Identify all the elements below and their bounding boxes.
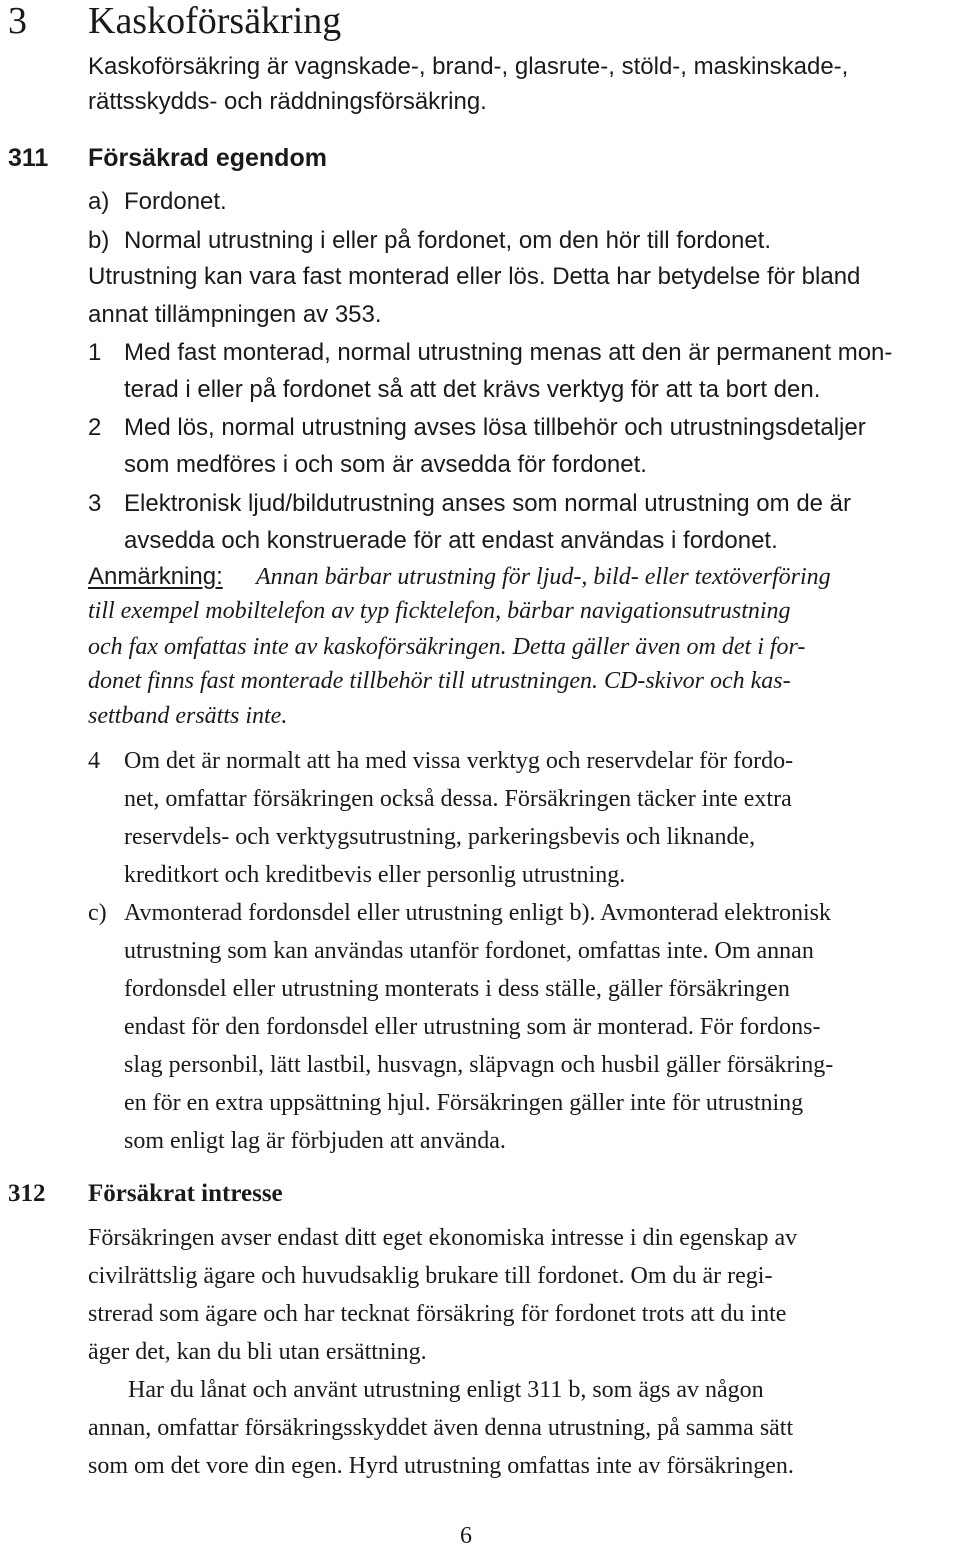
numbered-text: som medföres i och som är avsedda för fordonet. xyxy=(124,451,647,478)
note-text: settband ersätts inte. xyxy=(88,703,288,729)
list-label: a) xyxy=(88,188,110,215)
list-label: c) xyxy=(88,900,107,926)
numbered-label: 1 xyxy=(88,339,102,366)
note-text: till exempel mobiltelefon av typ ficktelefon, bärbar navigationsutrustning xyxy=(88,598,791,624)
list-item-text: slag personbil, lätt lastbil, husvagn, släpvagn och husbil gäller försäkring- xyxy=(124,1052,834,1078)
note-text: donet finns fast monterade tillbehör till utrustningen. CD-skivor och kas- xyxy=(88,668,791,694)
numbered-text: reservdels- och verktygsutrustning, parkeringsbevis och liknande, xyxy=(124,824,756,850)
paragraph-line: äger det, kan du bli utan ersättning. xyxy=(88,1339,427,1365)
section-title: Försäkrat intresse xyxy=(88,1180,283,1207)
numbered-label: 2 xyxy=(88,414,102,441)
list-item-text: en för en extra uppsättning hjul. Försäkringen gäller inte för utrustning xyxy=(124,1090,804,1116)
paragraph-line: som om det vore din egen. Hyrd utrustning omfattas inte av försäkringen. xyxy=(88,1453,794,1479)
note-label: Anmärkning: xyxy=(88,563,223,590)
paragraph-line: Har du lånat och använt utrustning enligt 311 b, som ägs av någon xyxy=(128,1377,764,1403)
list-item-text: fordonsdel eller utrustning monterats i dess ställe, gäller försäkringen xyxy=(124,976,790,1002)
list-item-text: endast för den fordonsdel eller utrustning som är monterad. För fordons- xyxy=(124,1014,821,1040)
list-item-text: Normal utrustning i eller på fordonet, om den hör till fordonet. xyxy=(124,227,772,254)
numbered-text: terad i eller på fordonet så att det krävs verktyg för att ta bort den. xyxy=(124,376,821,403)
page-number: 6 xyxy=(460,1523,472,1549)
paragraph-line: civilrättslig ägare och huvudsaklig brukare till fordonet. Om du är regi- xyxy=(88,1263,773,1289)
list-item-text: Utrustning kan vara fast monterad eller lös. Detta har betydelse för bland xyxy=(88,263,861,290)
list-item-text: som enligt lag är förbjuden att använda. xyxy=(124,1128,506,1154)
list-item-text: Fordonet. xyxy=(124,188,227,215)
section-title: Försäkrad egendom xyxy=(88,144,327,172)
section-number: 311 xyxy=(8,144,49,172)
paragraph-line: strerad som ägare och har tecknat försäkring för fordonet trots att du inte xyxy=(88,1301,787,1327)
section-number: 312 xyxy=(8,1180,46,1207)
paragraph-line: annan, omfattar försäkringsskyddet även denna utrustning, på samma sätt xyxy=(88,1415,794,1441)
numbered-text: Med lös, normal utrustning avses lösa tillbehör och utrustningsdetaljer xyxy=(124,414,866,441)
note-text: och fax omfattas inte av kaskoförsäkringen. Detta gäller även om det i for- xyxy=(88,634,806,660)
numbered-text: kreditkort och kreditbevis eller personlig utrustning. xyxy=(124,862,626,888)
numbered-text: Om det är normalt att ha med vissa verktyg och reservdelar för fordo- xyxy=(124,748,794,774)
list-item-text: annat tillämpningen av 353. xyxy=(88,301,382,328)
numbered-text: net, omfattar försäkringen också dessa. Försäkringen täcker inte extra xyxy=(124,786,792,812)
chapter-title: Kaskoförsäkring xyxy=(88,0,342,42)
numbered-text: Elektronisk ljud/bildutrustning anses som normal utrustning om de är xyxy=(124,490,852,517)
numbered-label: 3 xyxy=(88,490,102,517)
chapter-number: 3 xyxy=(8,0,27,42)
paragraph-line: Försäkringen avser endast ditt eget ekonomiska intresse i din egenskap av xyxy=(88,1225,798,1251)
chapter-intro-line: Kaskoförsäkring är vagnskade-, brand-, glasrute-, stöld-, maskinskade-, xyxy=(88,53,849,80)
note-text: Annan bärbar utrustning för ljud-, bild- eller textöverföring xyxy=(256,564,831,590)
list-label: b) xyxy=(88,227,110,254)
list-item-text: Avmonterad fordonsdel eller utrustning enligt b). Avmonterad elektronisk xyxy=(124,900,831,926)
numbered-label: 4 xyxy=(88,748,100,774)
chapter-intro-line: rättsskydds- och räddningsförsäkring. xyxy=(88,88,487,115)
list-item-text: utrustning som kan användas utanför fordonet, omfattas inte. Om annan xyxy=(124,938,814,964)
numbered-text: Med fast monterad, normal utrustning menas att den är permanent mon- xyxy=(124,339,893,366)
numbered-text: avsedda och konstruerade för att endast användas i fordonet. xyxy=(124,527,778,554)
